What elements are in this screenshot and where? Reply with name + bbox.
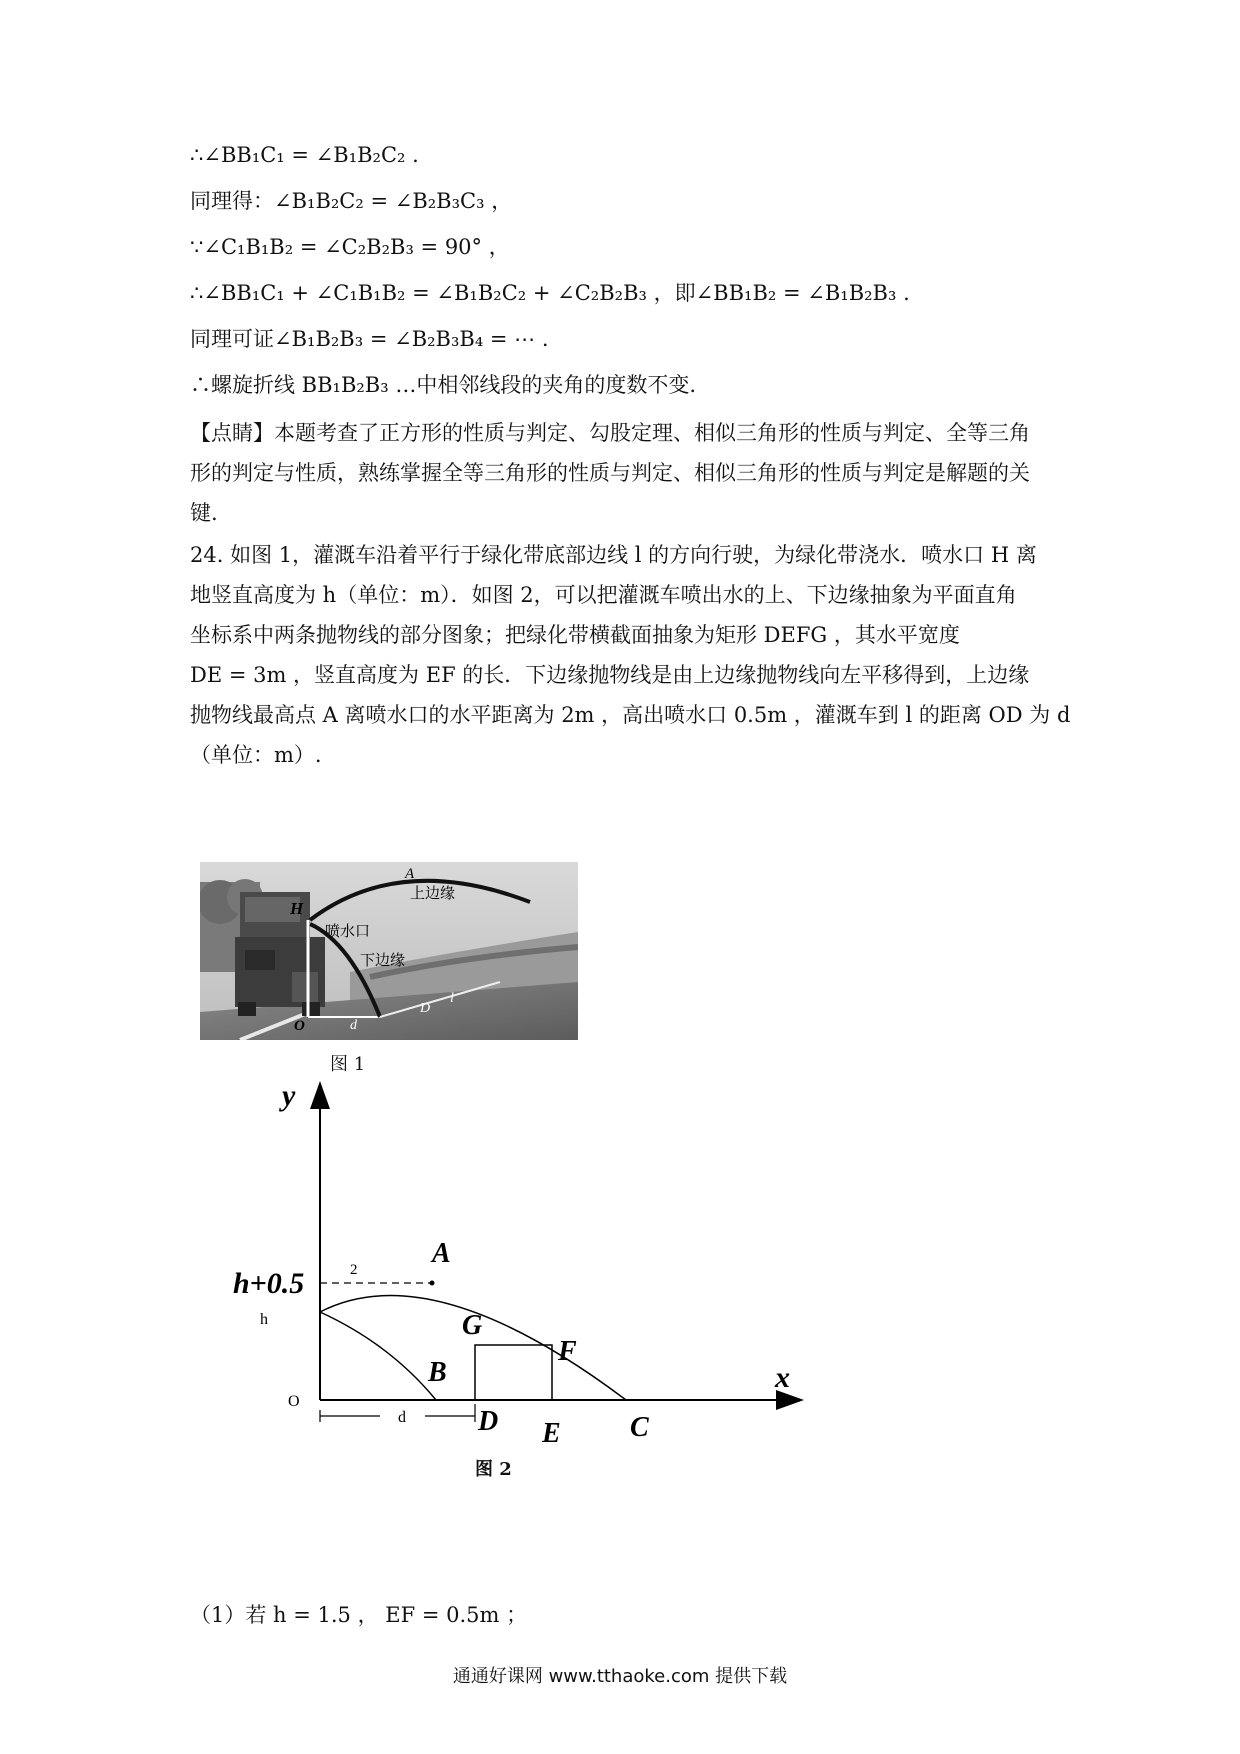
label-d: D [478, 1406, 499, 1437]
problem-line-5: 抛物线最高点 A 离喷水口的水平距离为 2m ，高出喷水口 0.5m ，灌溉车到 l 的距离 OD 为 d [190, 703, 1071, 727]
point-a [430, 1281, 435, 1286]
y-axis-label: y [282, 1079, 296, 1112]
label-b: B [428, 1357, 447, 1388]
problem-line-2: 地竖直高度为 h（单位：m）．如图 2，可以把灌溉车喷出水的上、下边缘抽象为平面直角 [190, 583, 1017, 607]
fig1-label-lower: 下边缘 [360, 953, 406, 969]
label-c: C [630, 1412, 649, 1443]
comment-line-3: 键. [190, 501, 218, 525]
solution-line-4: ∴∠BB₁C₁ + ∠C₁B₁B₂ = ∠B₁B₂C₂ + ∠C₂B₂B₃ ，即∠BB₁B₂ = ∠B₁B₂B₃ . [190, 281, 910, 305]
h-label: h [260, 1311, 268, 1328]
two-label: 2 [350, 1262, 358, 1278]
fig1-label-a: A [405, 866, 415, 882]
solution-line-3: ∵∠C₁B₁B₂ = ∠C₂B₂B₃ = 90° ， [190, 235, 510, 259]
comment-line-2: 形的判定与性质，熟练掌握全等三角形的性质与判定、相似三角形的性质与判定是解题的关 [190, 461, 1030, 485]
solution-line-5: 同理可证∠B₁B₂B₃ = ∠B₂B₃B₄ = ⋯ . [190, 327, 549, 351]
fig1-label-o: O [294, 1018, 305, 1034]
label-e: E [542, 1418, 561, 1449]
fig1-label-d: d [350, 1018, 357, 1033]
problem-line-4: DE = 3m ，竖直高度为 EF 的长．下边缘抛物线是由上边缘抛物线向左平移得到，上边缘 [190, 663, 1030, 687]
question-1: （1）若 h = 1.5 ， EF = 0.5m ； [190, 1603, 528, 1627]
fig1-label-nozzle: 喷水口 [325, 924, 371, 940]
solution-line-1: ∴∠BB₁C₁ = ∠B₁B₂C₂ . [190, 143, 419, 167]
fig1-label-dpoint: D [420, 1001, 431, 1016]
footer-text: 通通好课网 www.tthaoke.com 提供下载 [452, 1666, 788, 1687]
label-g: G [462, 1310, 483, 1341]
problem-line-1: 24. 如图 1，灌溉车沿着平行于绿化带底部边线 l 的方向行驶，为绿化带浇水．喷水口 H 离 [190, 543, 1037, 567]
label-f: F [558, 1336, 577, 1367]
origin-label: O [288, 1393, 300, 1410]
problem-line-3: 坐标系中两条抛物线的部分图象；把绿化带横截面抽象为矩形 DEFG ，其水平宽度 [190, 623, 960, 647]
label-a: A [432, 1238, 451, 1269]
h-plus-label: h+0.5 [233, 1267, 305, 1300]
figure-2-diagram [200, 1070, 820, 1490]
rect-defg [475, 1345, 552, 1400]
solution-line-2: 同理得：∠B₁B₂C₂ = ∠B₂B₃C₃ ， [190, 189, 513, 213]
solution-line-6: ∴螺旋折线 BB₁B₂B₃ …中相邻线段的夹角的度数不变. [190, 373, 697, 397]
fig1-label-l: l [450, 991, 454, 1006]
lower-parabola [320, 1312, 436, 1400]
figure-2-caption: 图 2 [475, 1459, 512, 1480]
comment-line-1: 【点睛】本题考查了正方形的性质与判定、勾股定理、相似三角形的性质与判定、全等三角 [190, 421, 1030, 445]
fig1-label-upper: 上边缘 [410, 886, 456, 902]
figure-1-caption: 图 1 [330, 1054, 366, 1075]
x-axis-label: x [775, 1361, 790, 1394]
d-label: d [398, 1409, 406, 1426]
fig1-label-h: H [290, 899, 304, 918]
figure-1-photo [200, 862, 578, 1040]
problem-line-6: （单位：m）. [190, 743, 322, 767]
